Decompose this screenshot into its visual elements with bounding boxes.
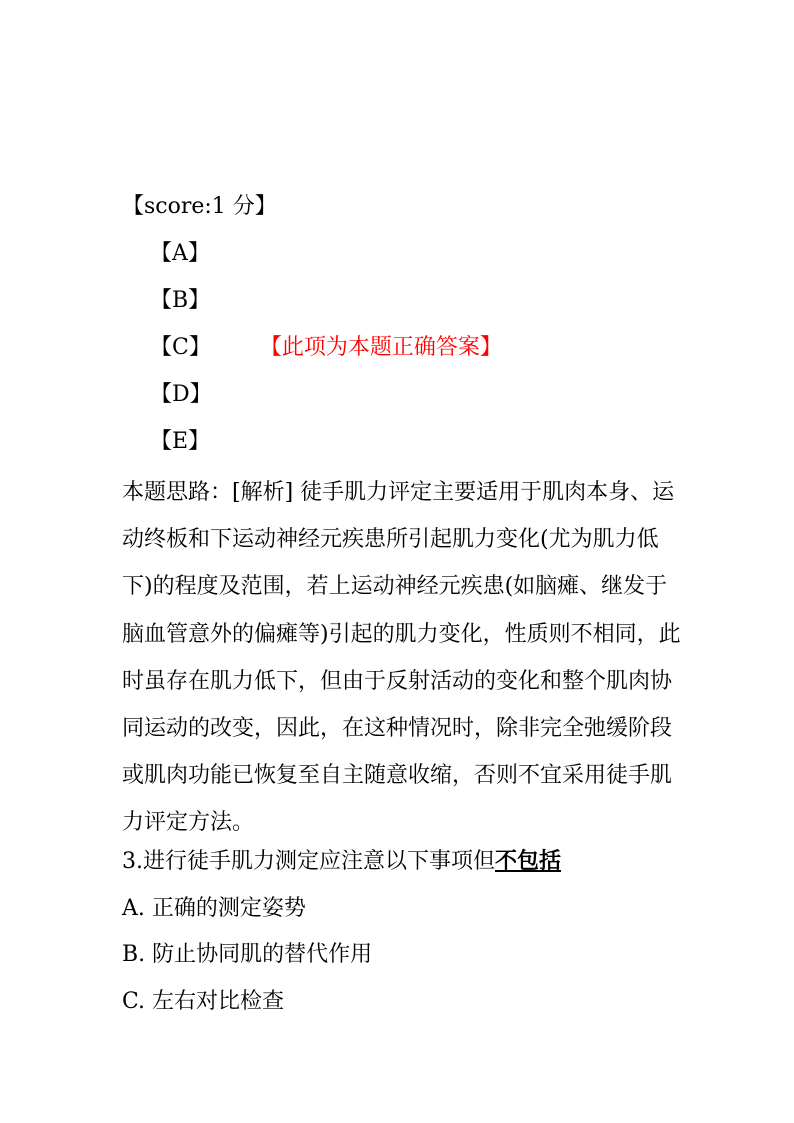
option-b xyxy=(150,286,210,316)
correct-answer-note: 【此项为本题正确答案】 xyxy=(259,335,502,360)
answer-c: C. 左右对比检查 xyxy=(122,989,285,1014)
score-line: 【score:1 分】 xyxy=(122,194,277,219)
option-c xyxy=(150,333,502,363)
option-label: 【A】 xyxy=(150,241,210,266)
option-a xyxy=(150,239,210,269)
option-e xyxy=(150,427,210,457)
option-label: 【E】 xyxy=(150,429,211,454)
answer-a: A. 正确的测定姿势 xyxy=(122,896,306,921)
question-3-emphasis: 不包括 xyxy=(495,849,562,874)
option-label: 【C】 xyxy=(150,335,211,360)
question-3 xyxy=(122,847,561,877)
option-d xyxy=(150,380,212,410)
option-label: 【D】 xyxy=(150,382,212,407)
question-3-text: 3.进行徒手肌力测定应注意以下事项但 xyxy=(122,849,495,874)
explanation-paragraph: 本题思路：[解析] 徒手肌力评定主要适用于肌肉本身、运动终板和下运动神经元疾患所引起肌力变化(尤为肌力低下)的程度及范围，若上运动神经元疾患(如脑瘫、继发于脑血管意外的偏瘫等)引起的肌力变化，性质则不相同，此时虽存在肌力低下，但由于反射活动的变化和整个肌肉协同运动的改变，因此，在这种情况时，除非完全弛缓阶段或肌肉功能已恢复至自主随意收缩，否则不宜采用徒手肌力评定方法。 xyxy=(122,480,681,836)
option-label: 【B】 xyxy=(150,288,211,313)
answer-b: B. 防止协同肌的替代作用 xyxy=(122,942,373,967)
